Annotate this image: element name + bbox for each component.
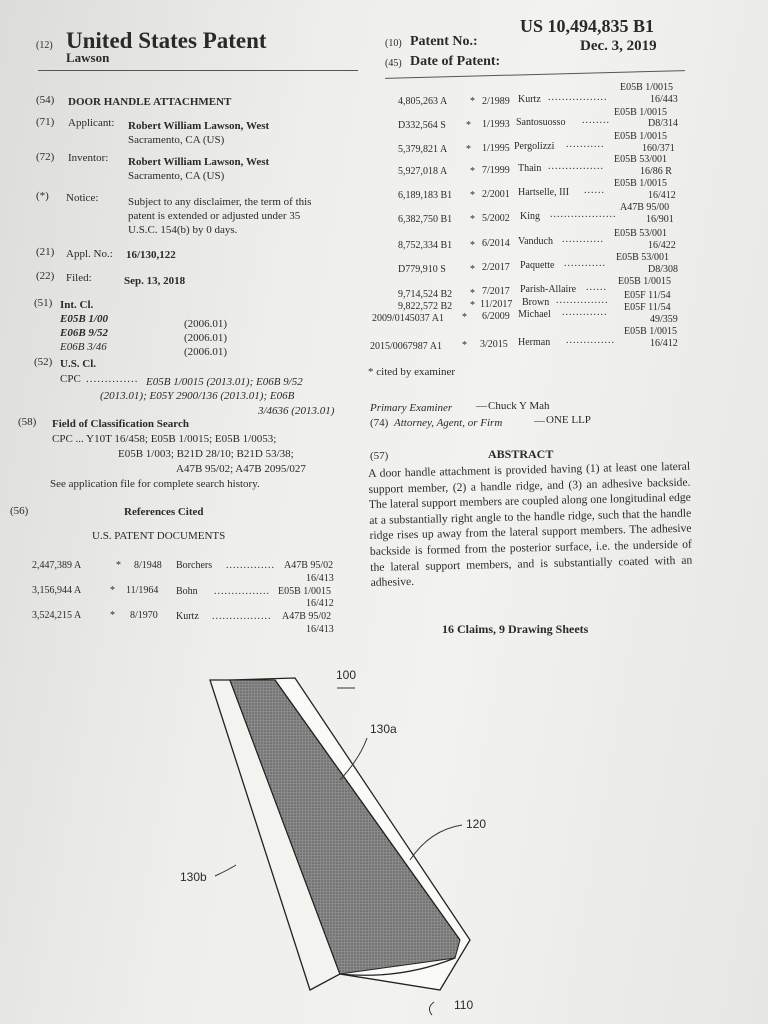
code-71: (71) <box>36 116 55 128</box>
ref-number: 9,714,524 B2 <box>398 289 453 300</box>
appl-no-label: Appl. No.: <box>66 248 113 260</box>
ref-label-110: 110 <box>454 998 474 1012</box>
ref-date: 6/2014 <box>482 238 510 249</box>
ref-name: Thain <box>518 163 542 174</box>
date-of-patent: Dec. 3, 2019 <box>580 38 657 54</box>
inventor-surname: Lawson <box>66 50 110 65</box>
ref-leader: ............ <box>564 258 606 269</box>
notice-line2: patent is extended or adjusted under 35 <box>128 210 301 222</box>
int-cl-class: E05B 1/00 <box>60 313 108 325</box>
filed-value: Sep. 13, 2018 <box>124 275 186 287</box>
ref-class: E05B 1/0015 <box>624 326 678 337</box>
cpc-label: CPC <box>60 373 81 385</box>
ref-name: Pergolizzi <box>514 141 555 152</box>
inventor-label: Inventor: <box>68 152 109 164</box>
drawing-figure <box>0 640 768 1024</box>
ref-class: E05B 1/0015 <box>614 107 668 118</box>
ref-subclass: 16/412 <box>650 338 678 349</box>
ref-leader: ................... <box>550 209 617 220</box>
ref-star: * <box>462 340 467 351</box>
ref-number: 3,524,215 A <box>32 610 82 621</box>
claims-summary: 16 Claims, 9 Drawing Sheets <box>442 622 589 636</box>
appl-no-value: 16/130,122 <box>126 249 176 261</box>
applicant-line1: Robert William Lawson, West <box>128 120 270 132</box>
int-cl-version: (2006.01) <box>184 332 228 344</box>
ref-class: E05B 1/0015 <box>278 586 332 597</box>
ref-subclass: 16/413 <box>306 624 334 635</box>
ref-leader: ...... <box>586 282 607 293</box>
ref-date: 8/1970 <box>130 610 158 621</box>
ref-star: * <box>466 144 471 155</box>
ref-name: Michael <box>518 309 551 320</box>
ref-date: 1/1993 <box>482 119 510 130</box>
inventor-line1: Robert William Lawson, West <box>128 156 270 168</box>
filed-label: Filed: <box>66 272 92 284</box>
int-cl-label: Int. Cl. <box>60 299 94 311</box>
ref-number: 8,752,334 B1 <box>398 240 453 251</box>
ref-date: 6/2009 <box>482 311 510 322</box>
ref-name: Parish-Allaire <box>520 284 577 295</box>
cited-by-examiner: * cited by examiner <box>368 366 456 378</box>
ref-leader: ...... <box>584 185 605 196</box>
ref-number: 5,927,018 A <box>398 166 448 177</box>
ref-subclass: 16/422 <box>648 240 676 251</box>
applicant-line2: Sacramento, CA (US) <box>128 134 225 146</box>
ref-date: 11/2017 <box>480 299 513 310</box>
cpc-line2: (2013.01); E05Y 2900/136 (2013.01); E06B <box>100 390 295 402</box>
ref-star: * <box>462 312 467 323</box>
ref-class: E05B 53/001 <box>614 154 668 165</box>
code-45: (45) <box>385 58 402 69</box>
primary-examiner-label: Primary Examiner <box>370 402 453 414</box>
examiner-dash: — <box>476 400 487 412</box>
ref-class: A47B 95/02 <box>284 560 334 571</box>
ref-name: Kurtz <box>176 611 199 622</box>
ref-name: Herman <box>518 337 551 348</box>
ref-star: * <box>470 214 475 225</box>
ref-name: Vanduch <box>518 236 553 247</box>
leader-120 <box>410 825 462 860</box>
ref-number: 2,447,389 A <box>32 560 82 571</box>
abstract-text: A door handle attachment is provided having (1) at least one lateral support member, (2) a handle ridge, and (3) an adhesive backside. The lateral support members are coupled along one longitudinal edge at a substantially right angle to the handle ridge, such that the handle ridge rises up away from the lateral support members. The adhesive backside is formed from the posterior surface, i.e. the underside of the lateral support members, and is substantially coated with an adhesive. <box>368 459 693 590</box>
attorney-dash: — <box>534 415 545 427</box>
ref-label-130a: 130a <box>370 722 397 736</box>
notice-line3: U.S.C. 154(b) by 0 days. <box>128 224 238 236</box>
ref-date: 2/2017 <box>482 262 510 273</box>
attorney-name: ONE LLP <box>546 414 591 426</box>
int-cl-class: E06B 3/46 <box>60 341 107 353</box>
leader-130b <box>215 865 236 876</box>
ref-date: 2/2001 <box>482 189 510 200</box>
us-patent-documents-label: U.S. PATENT DOCUMENTS <box>92 530 226 542</box>
ref-leader: ........... <box>566 139 605 150</box>
ref-class: A47B 95/00 <box>620 202 670 213</box>
ref-star: * <box>470 264 475 275</box>
ref-subclass: 160/371 <box>642 143 675 154</box>
ref-name: Kurtz <box>518 94 541 105</box>
notice-label: Notice: <box>66 192 99 204</box>
patent-number-label: Patent No.: <box>410 34 478 49</box>
classification-line3: A47B 95/02; A47B 2095/027 <box>176 463 306 475</box>
classification-line2: E05B 1/003; B21D 28/10; B21D 53/38; <box>118 448 294 460</box>
applicant-label: Applicant: <box>68 117 115 129</box>
ref-class: E05B 53/001 <box>616 252 670 263</box>
patent-title: United States Patent <box>66 28 267 53</box>
ref-leader: ................ <box>214 586 270 597</box>
ref-date: 5/2002 <box>482 213 510 224</box>
code-56: (56) <box>10 505 29 517</box>
ref-subclass: 16/86 R <box>640 166 672 177</box>
ref-date: 2/1989 <box>482 96 510 107</box>
code-12: (12) <box>36 40 53 51</box>
ref-star: * <box>110 610 115 621</box>
leader-110 <box>429 1002 434 1015</box>
notice-code: (*) <box>36 190 49 202</box>
ref-leader: .............. <box>226 560 275 571</box>
ref-class: E05F 11/54 <box>624 290 671 301</box>
ref-number: 2015/0067987 A1 <box>370 341 442 352</box>
cpc-line1: E05B 1/0015 (2013.01); E06B 9/52 <box>146 376 303 388</box>
code-52: (52) <box>34 356 53 368</box>
ref-name: Paquette <box>520 260 555 271</box>
ref-subclass: 16/412 <box>648 190 676 201</box>
ref-number: 9,822,572 B2 <box>398 301 453 312</box>
int-cl-version: (2006.01) <box>184 346 228 358</box>
code-54: (54) <box>36 94 55 106</box>
ref-leader: .............. <box>566 335 615 346</box>
ref-name: Santosuosso <box>516 117 566 128</box>
ref-date: 8/1948 <box>134 560 162 571</box>
ref-leader: ........ <box>582 115 610 126</box>
ref-name: Bohn <box>176 586 198 597</box>
ref-star: * <box>470 288 475 299</box>
ref-leader: ................. <box>548 92 608 103</box>
code-21: (21) <box>36 246 55 258</box>
ref-number: D332,564 S <box>398 120 446 131</box>
invention-title: DOOR HANDLE ATTACHMENT <box>68 96 232 108</box>
ref-name: Hartselle, III <box>518 187 570 198</box>
ref-class: E05B 1/0015 <box>614 131 668 142</box>
ref-star: * <box>470 166 475 177</box>
ref-date: 11/1964 <box>126 585 159 596</box>
int-cl-version: (2006.01) <box>184 318 228 330</box>
ref-leader: ............... <box>556 295 609 306</box>
ref-subclass: D8/314 <box>648 118 678 129</box>
ref-name: King <box>520 211 540 222</box>
ref-subclass: 49/359 <box>650 314 678 325</box>
cpc-line3: 3/4636 (2013.01) <box>258 405 335 417</box>
classification-note: See application file for complete search history. <box>50 478 260 490</box>
inventor-line2: Sacramento, CA (US) <box>128 170 225 182</box>
ref-class: A47B 95/02 <box>282 611 332 622</box>
attorney-label: Attorney, Agent, or Firm <box>394 417 503 429</box>
ref-number: 2009/0145037 A1 <box>372 313 444 324</box>
header-rule-left <box>38 70 358 71</box>
ref-star: * <box>466 120 471 131</box>
code-57: (57) <box>370 450 389 462</box>
ref-leader: ............. <box>562 307 608 318</box>
patent-number: US 10,494,835 B1 <box>520 16 655 36</box>
ref-star: * <box>470 96 475 107</box>
references-cited-label: References Cited <box>124 506 204 518</box>
ref-number: 3,156,944 A <box>32 585 82 596</box>
int-cl-class: E06B 9/52 <box>60 327 108 339</box>
ref-label-130b: 130b <box>180 870 207 884</box>
classification-search-label: Field of Classification Search <box>52 418 189 430</box>
ref-subclass: 16/413 <box>306 573 334 584</box>
ref-class: E05B 1/0015 <box>620 82 674 93</box>
notice-line1: Subject to any disclaimer, the term of this <box>128 196 312 208</box>
ref-subclass: 16/901 <box>646 214 674 225</box>
ref-number: D779,910 S <box>398 264 446 275</box>
code-22: (22) <box>36 270 55 282</box>
ref-date: 3/2015 <box>480 339 508 350</box>
ref-label-100: 100 <box>336 668 357 682</box>
ref-number: 5,379,821 A <box>398 144 448 155</box>
ref-date: 7/2017 <box>482 286 510 297</box>
ref-number: 4,805,263 A <box>398 96 448 107</box>
ref-subclass: 16/443 <box>650 94 678 105</box>
abstract-heading: ABSTRACT <box>488 447 554 461</box>
primary-examiner-name: Chuck Y Mah <box>488 400 550 412</box>
ref-name: Brown <box>522 297 550 308</box>
ref-subclass: 16/412 <box>306 598 334 609</box>
ref-number: 6,382,750 B1 <box>398 214 453 225</box>
ref-label-120: 120 <box>466 817 487 831</box>
ref-date: 1/1995 <box>482 143 510 154</box>
code-51: (51) <box>34 297 53 309</box>
ref-class: E05B 1/0015 <box>614 178 668 189</box>
ref-star: * <box>470 300 475 311</box>
ref-star: * <box>470 190 475 201</box>
us-cl-label: U.S. Cl. <box>60 358 97 370</box>
ref-name: Borchers <box>176 560 213 571</box>
cpc-leader: .............. <box>86 373 139 385</box>
ref-leader: ............ <box>562 234 604 245</box>
classification-line1: CPC ... Y10T 16/458; E05B 1/0015; E05B 1/0053; <box>52 433 277 445</box>
ref-star: * <box>116 560 121 571</box>
ref-class: E05B 53/001 <box>614 228 668 239</box>
ref-date: 7/1999 <box>482 165 510 176</box>
code-10: (10) <box>385 38 402 49</box>
ref-class: E05B 1/0015 <box>618 276 672 287</box>
code-74: (74) <box>370 417 389 429</box>
code-72: (72) <box>36 151 55 163</box>
ref-star: * <box>470 240 475 251</box>
ref-subclass: D8/308 <box>648 264 678 275</box>
ref-class: E05F 11/54 <box>624 302 671 313</box>
ref-leader: ................. <box>212 611 272 622</box>
date-of-patent-label: Date of Patent: <box>410 54 501 69</box>
ref-leader: ................ <box>548 161 604 172</box>
ref-star: * <box>110 585 115 596</box>
ref-number: 6,189,183 B1 <box>398 190 453 201</box>
code-58: (58) <box>18 416 37 428</box>
header-rule-right <box>385 70 685 79</box>
